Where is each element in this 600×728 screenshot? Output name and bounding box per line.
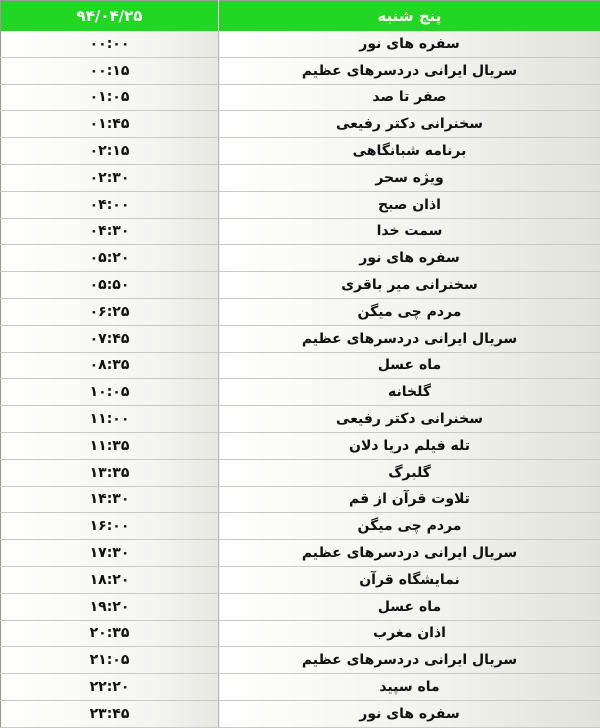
broadcast-time: ۱۱:۳۵: [1, 432, 219, 459]
program-title: مردم چی میگن: [219, 513, 600, 540]
program-title: ویژه سحر: [219, 164, 600, 191]
table-row: [1, 406, 600, 433]
table-row: [1, 432, 600, 459]
table-row: [1, 486, 600, 513]
program-title: سمت خدا: [219, 218, 600, 245]
table-row: [1, 700, 600, 727]
table-row: [1, 540, 600, 567]
program-title: نمایشگاه قرآن: [219, 566, 600, 593]
broadcast-time: ۱۸:۲۰: [1, 566, 219, 593]
broadcast-time: ۲۰:۳۵: [1, 620, 219, 647]
table-row: [1, 593, 600, 620]
broadcast-time: ۲۲:۲۰: [1, 674, 219, 701]
program-title: ماه عسل: [219, 593, 600, 620]
program-title: سفره های نور: [219, 31, 600, 57]
program-title: اذان صبح: [219, 191, 600, 218]
table-row: [1, 272, 600, 299]
broadcast-time: ۰۵:۵۰: [1, 272, 219, 299]
program-title: سریال ایرانی دردسرهای عظیم: [219, 57, 600, 84]
broadcast-time: ۰۱:۴۵: [1, 111, 219, 138]
table-row: [1, 164, 600, 191]
header-date: ۹۴/۰۴/۲۵: [1, 1, 219, 32]
table-row: [1, 620, 600, 647]
program-title: ماه عسل: [219, 352, 600, 379]
table-row: [1, 566, 600, 593]
program-title: تله فیلم دریا دلان: [219, 432, 600, 459]
broadcast-time: ۰۲:۱۵: [1, 138, 219, 165]
program-title: سخنرانی دکتر رفیعی: [219, 111, 600, 138]
program-title: گلخانه: [219, 379, 600, 406]
broadcast-time: ۰۶:۲۵: [1, 298, 219, 325]
broadcast-time: ۱۶:۰۰: [1, 513, 219, 540]
program-title: تلاوت قرآن از قم: [219, 486, 600, 513]
program-title: سخنرانی میر باقری: [219, 272, 600, 299]
table-row: [1, 379, 600, 406]
program-title: ماه سپید: [219, 674, 600, 701]
broadcast-time: ۰۰:۱۵: [1, 57, 219, 84]
program-title: سریال ایرانی دردسرهای عظیم: [219, 540, 600, 567]
table-row: [1, 111, 600, 138]
table-row: [1, 218, 600, 245]
program-title: سخنرانی دکتر رفیعی: [219, 406, 600, 433]
broadcast-time: ۱۰:۰۵: [1, 379, 219, 406]
broadcast-time: ۰۰:۰۰: [1, 31, 219, 57]
table-row: [1, 31, 600, 57]
schedule-header: [1, 1, 600, 32]
program-title: مردم چی میگن: [219, 298, 600, 325]
program-title: سریال ایرانی دردسرهای عظیم: [219, 325, 600, 352]
program-title: سفره های نور: [219, 245, 600, 272]
table-row: [1, 57, 600, 84]
broadcast-time: ۰۵:۲۰: [1, 245, 219, 272]
broadcast-time: ۱۴:۳۰: [1, 486, 219, 513]
program-title: برنامه شبانگاهی: [219, 138, 600, 165]
broadcast-time: ۰۴:۰۰: [1, 191, 219, 218]
broadcast-time: ۱۷:۳۰: [1, 540, 219, 567]
broadcast-time: ۰۲:۳۰: [1, 164, 219, 191]
table-row: [1, 191, 600, 218]
table-row: [1, 674, 600, 701]
broadcast-time: ۱۹:۲۰: [1, 593, 219, 620]
program-title: سریال ایرانی دردسرهای عظیم: [219, 647, 600, 674]
broadcast-time: ۰۱:۰۵: [1, 84, 219, 111]
broadcast-time: ۱۳:۳۵: [1, 459, 219, 486]
broadcast-time: ۰۴:۳۰: [1, 218, 219, 245]
table-row: [1, 325, 600, 352]
broadcast-time: ۰۸:۳۵: [1, 352, 219, 379]
header-day: پنج شنبه: [219, 1, 600, 32]
program-title: گلبرگ: [219, 459, 600, 486]
broadcast-time: ۲۱:۰۵: [1, 647, 219, 674]
table-row: [1, 647, 600, 674]
header-row: [1, 1, 600, 32]
table-row: [1, 298, 600, 325]
table-row: [1, 245, 600, 272]
broadcast-time: ۰۷:۴۵: [1, 325, 219, 352]
schedule-body: [1, 31, 600, 727]
table-row: [1, 352, 600, 379]
program-title: اذان مغرب: [219, 620, 600, 647]
table-row: [1, 513, 600, 540]
program-title: سفره های نور: [219, 700, 600, 727]
program-title: صفر تا صد: [219, 84, 600, 111]
broadcast-time: ۲۳:۴۵: [1, 700, 219, 727]
table-row: [1, 138, 600, 165]
table-row: [1, 459, 600, 486]
table-row: [1, 84, 600, 111]
broadcast-time: ۱۱:۰۰: [1, 406, 219, 433]
